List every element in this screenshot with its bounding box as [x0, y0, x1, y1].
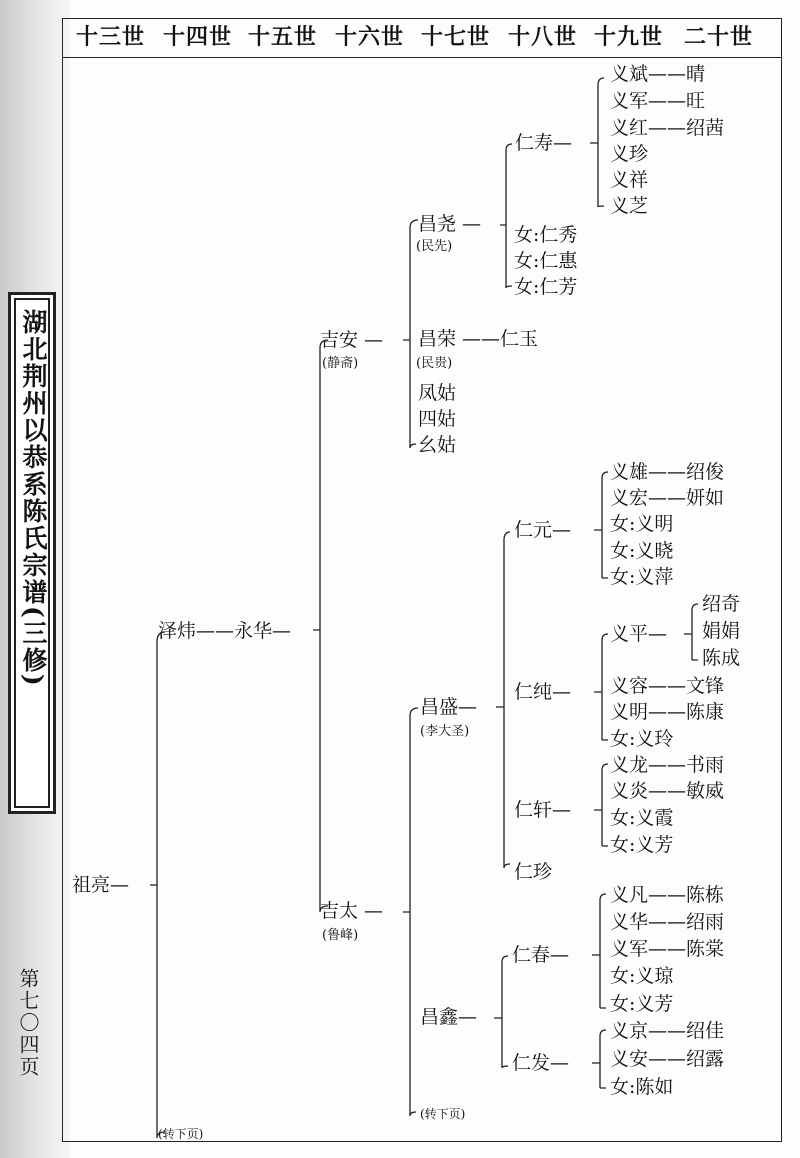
book-title: 湖北荆州以恭系陈氏宗谱(三修)	[19, 309, 48, 688]
node-renhui: 女:仁惠	[514, 250, 578, 272]
node-zuliang: 祖亮—	[72, 874, 130, 896]
node-yibin: 义斌——晴	[610, 63, 706, 85]
node-changrong-alias: (民贵)	[416, 356, 453, 371]
node-yiming: 义明——陈康	[610, 701, 725, 723]
node-yixia: 女:义霞	[610, 807, 674, 829]
node-changsheng-alias: (李大圣)	[420, 724, 470, 739]
node-juanjuan: 娟娟	[702, 620, 741, 642]
node-chencheng: 陈成	[702, 647, 741, 669]
node-yaogu: 幺姑	[418, 434, 457, 456]
node-chenru: 女:陈如	[610, 1076, 674, 1098]
node-renfang: 女:仁芳	[514, 276, 578, 298]
node-yiling: 女:义玲	[610, 728, 674, 750]
node-changsheng: 昌盛—	[420, 696, 478, 718]
node-changyao-alias: (民先)	[416, 239, 453, 254]
node-yiping-f: 女:义萍	[610, 566, 674, 588]
node-renzhen: 仁珍	[514, 861, 553, 883]
node-yirong: 义容——文锋	[610, 675, 725, 697]
node-yihong: 义红——绍茜	[610, 117, 725, 139]
node-yiqiong: 女:义琼	[610, 965, 674, 987]
node-renchun: 仁纯—	[514, 681, 572, 703]
node-renxiu: 女:仁秀	[514, 224, 578, 246]
node-shaoqi: 绍奇	[702, 593, 741, 615]
node-yixiang: 义祥	[610, 169, 649, 191]
node-yixiao: 女:义晓	[610, 540, 674, 562]
page-number: 第七〇四页	[16, 968, 40, 1078]
node-renfa: 仁发—	[512, 1052, 570, 1074]
node-jitai-alias: (鲁峰)	[322, 928, 359, 943]
node-yihong-2: 义宏——妍如	[610, 487, 725, 509]
node-changyao: 昌尧 —	[418, 213, 482, 235]
node-jian-alias: (静斋)	[322, 356, 359, 371]
node-yiping: 义平—	[610, 623, 668, 645]
generation-15: 十五世	[248, 24, 318, 50]
continued-next-page-note-2: (转下页)	[420, 1107, 466, 1121]
node-yijun-2: 义军——陈棠	[610, 938, 725, 960]
node-yiming-f: 女:义明	[610, 513, 674, 535]
node-yizhi: 义芝	[610, 195, 649, 217]
node-sigu: 四姑	[418, 408, 457, 430]
node-renshou: 仁寿—	[515, 132, 573, 154]
node-changxin: 昌鑫—	[420, 1006, 478, 1028]
node-yizhen: 义珍	[610, 143, 649, 165]
node-jitai: 吉太 —	[320, 900, 384, 922]
generation-17: 十七世	[421, 24, 491, 50]
node-yihua: 义华——绍雨	[610, 911, 725, 933]
node-yiyan: 义炎——敏威	[610, 780, 725, 802]
node-renchun-2: 仁春—	[512, 944, 570, 966]
node-yifang-2: 女:义芳	[610, 993, 674, 1015]
generation-20: 二十世	[684, 24, 754, 50]
generation-13: 十三世	[76, 24, 146, 50]
node-fenggu: 凤姑	[418, 382, 457, 404]
node-changrong: 昌荣 ——仁玉	[418, 328, 539, 350]
node-renyuan: 仁元—	[514, 519, 572, 541]
node-yijing: 义京——绍佳	[610, 1020, 725, 1042]
node-yijun: 义军——旺	[610, 90, 706, 112]
node-renxuan: 仁轩—	[514, 799, 572, 821]
node-zewei-yonghua: 泽炜——永华—	[158, 620, 292, 642]
node-yilong: 义龙——书雨	[610, 754, 725, 776]
node-yian: 义安——绍露	[610, 1048, 725, 1070]
node-yifang: 女:义芳	[610, 834, 674, 856]
generation-14: 十四世	[163, 24, 233, 50]
generation-16: 十六世	[335, 24, 405, 50]
node-yixiong: 义雄——绍俊	[610, 461, 725, 483]
continued-next-page-note: (转下页)	[158, 1127, 204, 1141]
node-yifan: 义凡——陈栋	[610, 884, 725, 906]
generation-19: 十九世	[594, 24, 664, 50]
node-jian: 吉安 —	[320, 329, 384, 351]
generation-18: 十八世	[508, 24, 578, 50]
